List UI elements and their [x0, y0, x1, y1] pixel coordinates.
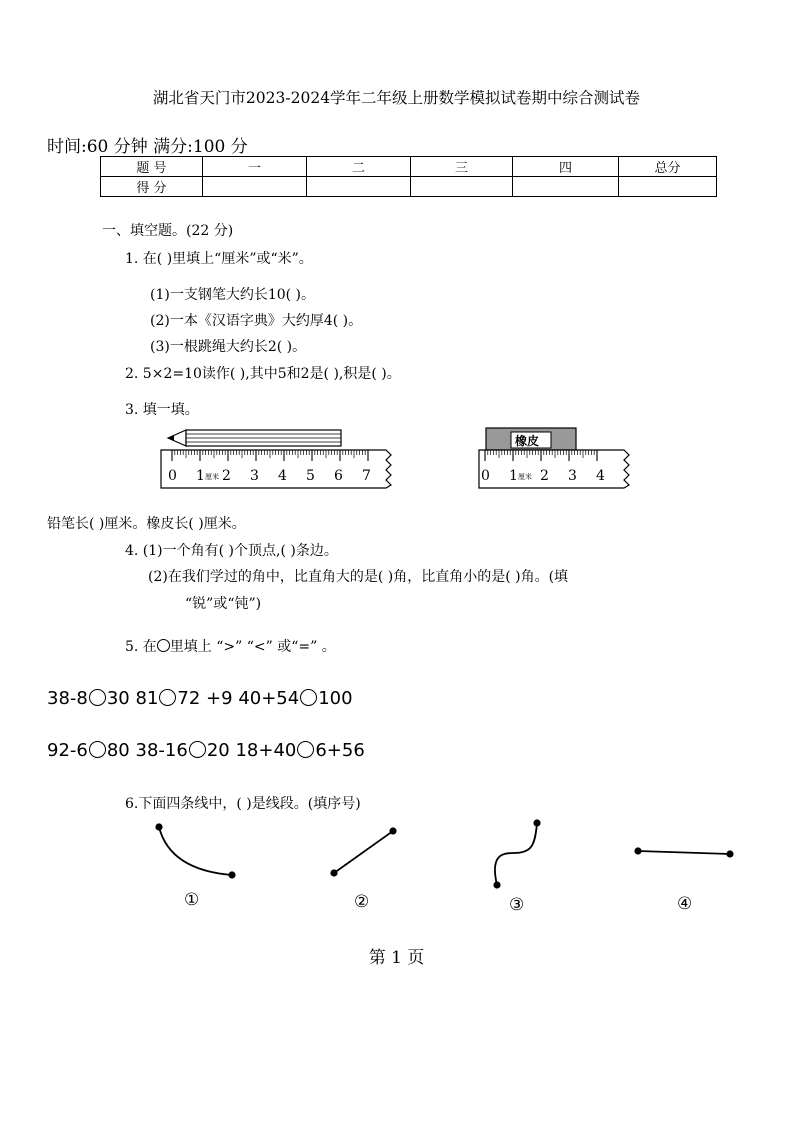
pencil-icon — [168, 430, 341, 446]
compare-circle-blank[interactable] — [189, 741, 206, 758]
lines-figure — [140, 815, 740, 915]
question-1-item: (1)一支钢笔大约长10( )。 — [150, 287, 316, 303]
question-4-part-2-cont: “锐”或“钝”) — [185, 596, 262, 612]
ruler-unit-label: 厘米 — [518, 473, 532, 481]
ruler-unit-label: 厘米 — [205, 473, 219, 481]
ruler-tick-label: 6 — [334, 468, 343, 484]
score-cell: 二 — [307, 157, 411, 177]
compare-left: 38-8 — [47, 688, 88, 709]
ruler-tick-label: 2 — [540, 468, 549, 484]
ruler-tick-label: 2 — [222, 468, 231, 484]
ruler-tick-label: 1 — [196, 468, 205, 484]
ruler-tick-label: 0 — [168, 468, 177, 484]
ruler-body — [479, 450, 629, 488]
question-2: 2. 5×2=10读作( ),其中5和2是( ),积是( )。 — [125, 366, 401, 382]
score-cell: 一 — [203, 157, 307, 177]
segment-line-4 — [634, 847, 733, 857]
line-label: ③ — [509, 895, 525, 915]
compare-circle-blank[interactable] — [297, 741, 314, 758]
eraser-label: 橡皮 — [515, 434, 540, 448]
ruler-tick-label: 4 — [596, 468, 605, 484]
compare-right: 30 — [106, 688, 130, 709]
score-table-header-row — [101, 157, 717, 177]
compare-circle-blank[interactable] — [159, 689, 176, 706]
score-input-cell[interactable] — [411, 177, 513, 197]
compare-circle-blank[interactable] — [300, 689, 317, 706]
score-input-cell[interactable] — [513, 177, 619, 197]
compare-circle-blank[interactable] — [89, 741, 106, 758]
line-label: ④ — [677, 894, 693, 914]
question-5-stem-b: 里填上 “>” “<” 或“=” 。 — [169, 639, 336, 655]
ruler-tick-label: 1 — [509, 468, 518, 484]
line-label: ② — [354, 892, 370, 912]
question-3-answer: 铅笔长( )厘米。橡皮长( )厘米。 — [47, 516, 246, 532]
score-table-score-row — [101, 177, 717, 197]
compare-row-1 — [47, 688, 353, 709]
compare-left: 40+54 — [238, 688, 300, 709]
time-and-score-line: 时间:60 分钟 满分:100 分 — [47, 137, 248, 157]
score-input-cell[interactable] — [619, 177, 717, 197]
score-cell: 得 分 — [101, 177, 203, 197]
score-cell: 题 号 — [101, 157, 203, 177]
compare-right: 72 +9 — [177, 688, 233, 709]
compare-row-2 — [47, 740, 365, 761]
segment-line-2 — [330, 827, 396, 876]
compare-right: 80 — [106, 740, 130, 761]
circle-icon — [157, 639, 170, 652]
section-heading: 一、填空题。(22 分) — [102, 223, 234, 239]
question-4-part-2: (2)在我们学过的角中，比直角大的是( )角，比直角小的是( )角。(填 — [148, 569, 569, 585]
bent-line-3 — [493, 819, 540, 888]
score-cell: 总分 — [619, 157, 717, 177]
ruler-tick-label: 7 — [362, 468, 371, 484]
compare-left: 18+40 — [235, 740, 297, 761]
question-3-stem: 3. 填一填。 — [125, 402, 199, 418]
question-1-item: (2)一本《汉语字典》大约厚4( )。 — [150, 313, 363, 329]
compare-right: 20 — [206, 740, 230, 761]
score-input-cell[interactable] — [307, 177, 411, 197]
score-table — [100, 156, 717, 197]
compare-left: 81 — [135, 688, 159, 709]
compare-right: 6+56 — [315, 740, 365, 761]
question-1-stem: 1. 在( )里填上“厘米”或“米”。 — [125, 251, 313, 267]
question-4-part-1: 4. (1)一个角有( )个顶点,( )条边。 — [125, 543, 338, 559]
pencil-ruler-figure — [158, 424, 398, 490]
question-1-item: (3)一根跳绳大约长2( )。 — [150, 339, 307, 355]
ruler-tick-label: 5 — [306, 468, 315, 484]
compare-right: 100 — [318, 688, 353, 709]
eraser-ruler-figure — [476, 424, 636, 490]
line-label: ① — [184, 890, 200, 910]
exam-title: 湖北省天门市2023-2024学年二年级上册数学模拟试卷期中综合测试卷 — [152, 89, 641, 107]
ruler-tick-label: 3 — [250, 468, 259, 484]
compare-circle-blank[interactable] — [89, 689, 106, 706]
question-6-stem: 6.下面四条线中，( )是线段。(填序号) — [125, 796, 361, 812]
curve-line-1 — [155, 823, 235, 878]
eraser-icon — [486, 428, 576, 450]
score-cell: 三 — [411, 157, 513, 177]
ruler-tick-label: 3 — [568, 468, 577, 484]
ruler-tick-label: 0 — [481, 468, 490, 484]
compare-left: 92-6 — [47, 740, 88, 761]
ruler-tick-label: 4 — [278, 468, 287, 484]
question-5-stem-a: 5. 在 — [125, 639, 157, 655]
score-cell: 四 — [513, 157, 619, 177]
page-number: 第 1 页 — [368, 948, 425, 968]
score-input-cell[interactable] — [203, 177, 307, 197]
question-5-stem — [125, 636, 336, 656]
compare-left: 38-16 — [135, 740, 188, 761]
